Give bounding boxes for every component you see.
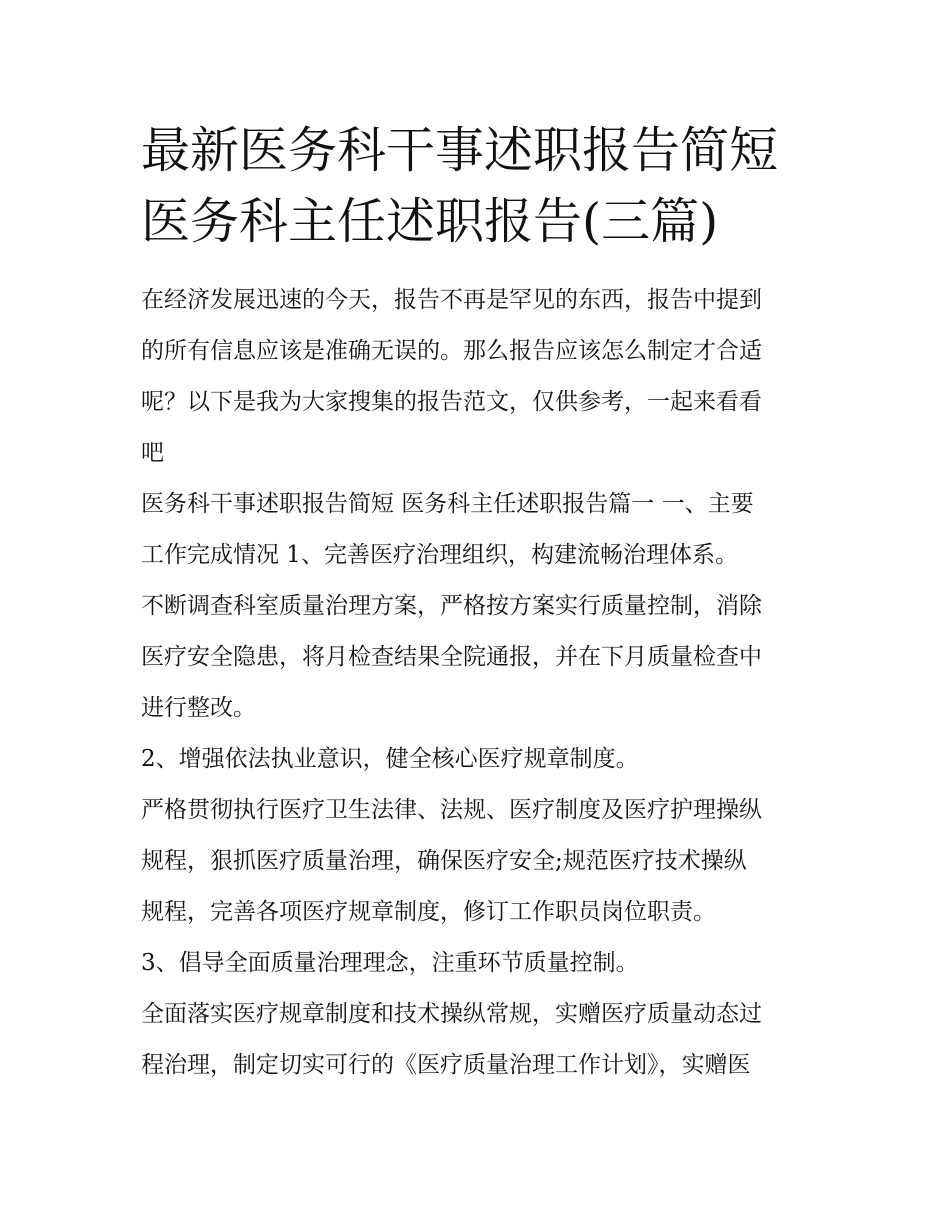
text-line: 工作完成情况 1、完善医疗治理组织，构建流畅治理体系。 <box>141 542 738 568</box>
section-heading-paragraph <box>141 479 841 581</box>
body-paragraph <box>141 989 841 1091</box>
document-body <box>141 275 841 1091</box>
text-line: 规程，狠抓医疗质量治理，确保医疗安全;规范医疗技术操纵 <box>141 848 747 874</box>
body-paragraph <box>141 581 841 734</box>
body-paragraph <box>141 785 841 938</box>
text-line: 吧 <box>141 440 164 466</box>
text-line: 严格贯彻执行医疗卫生法律、法规、医疗制度及医疗护理操纵 <box>141 797 762 823</box>
text-line: 医务科干事述职报告简短 医务科主任述职报告篇一 一、主要 <box>141 491 754 517</box>
intro-paragraph <box>141 275 841 479</box>
text-line: 规程，完善各项医疗规章制度，修订工作职员岗位职责。 <box>141 899 716 925</box>
text-line: 的所有信息应该是准确无误的。那么报告应该怎么制定才合适 <box>141 338 762 364</box>
text-line: 进行整改。 <box>141 695 256 721</box>
text-line: 在经济发展迅速的今天，报告不再是罕见的东西，报告中提到 <box>141 287 762 313</box>
document-title <box>141 115 841 257</box>
text-line: 呢？以下是我为大家搜集的报告范文，仅供参考，一起来看看 <box>141 389 762 415</box>
text-line: 全面落实医疗规章制度和技术操纵常规，实赠医疗质量动态过 <box>141 1001 762 1027</box>
text-line: 3、倡导全面质量治理理念，注重环节质量控制。 <box>141 950 639 976</box>
text-line: 程治理，制定切实可行的《医疗质量治理工作计划》，实赠医 <box>141 1052 751 1078</box>
item-heading-paragraph <box>141 938 841 989</box>
title-line-1: 最新医务科干事述职报告简短 <box>141 122 779 179</box>
text-line: 不断调查科室质量治理方案，严格按方案实行质量控制，消除 <box>141 593 762 619</box>
text-line: 2、增强依法执业意识，健全核心医疗规章制度。 <box>141 746 639 772</box>
item-heading-paragraph <box>141 734 841 785</box>
text-line: 医疗安全隐患，将月检查结果全院通报，并在下月质量检查中 <box>141 644 762 670</box>
title-line-2: 医务科主任述职报告(三篇) <box>141 193 719 250</box>
